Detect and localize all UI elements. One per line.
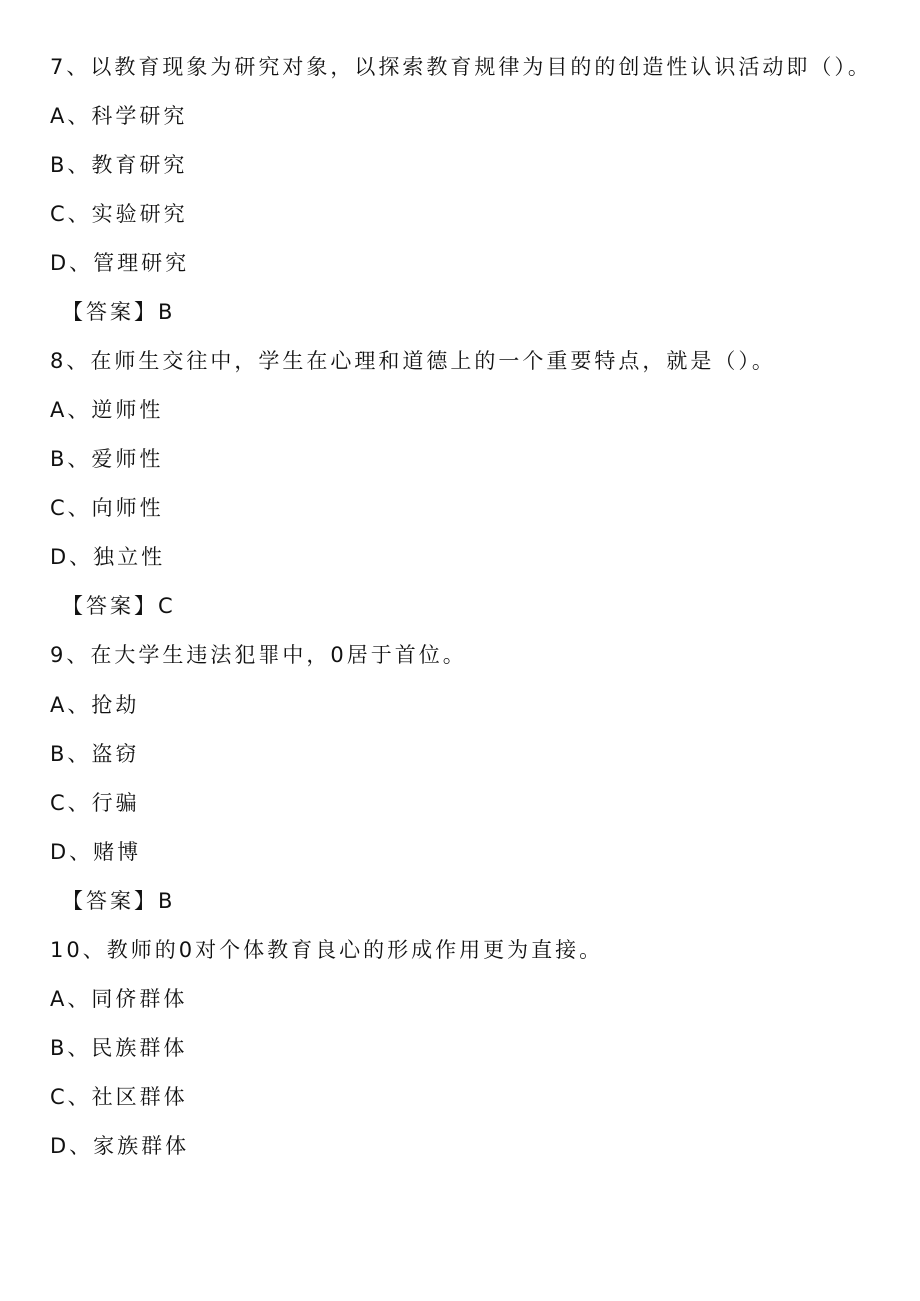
question-10-option-c: C、社区群体 xyxy=(50,1085,188,1109)
question-10-stem: 10、教师的0对个体教育良心的形成作用更为直接。 xyxy=(50,938,604,962)
question-9-option-d: D、赌博 xyxy=(50,840,142,864)
question-10-option-d: D、家族群体 xyxy=(50,1134,190,1158)
question-9-stem: 9、在大学生违法犯罪中，0居于首位。 xyxy=(50,643,467,667)
question-8-option-b: B、爱师性 xyxy=(50,447,164,471)
question-8-option-a: A、逆师性 xyxy=(50,398,164,422)
question-9-option-a: A、抢劫 xyxy=(50,693,140,717)
question-7-option-c: C、实验研究 xyxy=(50,202,188,226)
question-10-option-b: B、民族群体 xyxy=(50,1036,188,1060)
question-9-option-c: C、行骗 xyxy=(50,791,140,815)
question-9-option-b: B、盗窃 xyxy=(50,742,140,766)
question-7-option-d: D、管理研究 xyxy=(50,251,190,275)
question-7-option-b: B、教育研究 xyxy=(50,153,188,177)
question-7-stem: 7、以教育现象为研究对象，以探索教育规律为目的的创造性认识活动即（）。 xyxy=(50,55,872,79)
question-8-option-d: D、独立性 xyxy=(50,545,166,569)
question-8-answer: 【答案】C xyxy=(62,594,176,618)
question-7-option-a: A、科学研究 xyxy=(50,104,188,128)
question-9-answer: 【答案】B xyxy=(62,889,176,913)
question-8-stem: 8、在师生交往中，学生在心理和道德上的一个重要特点，就是（）。 xyxy=(50,349,776,373)
question-7-answer: 【答案】B xyxy=(62,300,176,324)
question-8-option-c: C、向师性 xyxy=(50,496,164,520)
question-10-option-a: A、同侪群体 xyxy=(50,987,188,1011)
